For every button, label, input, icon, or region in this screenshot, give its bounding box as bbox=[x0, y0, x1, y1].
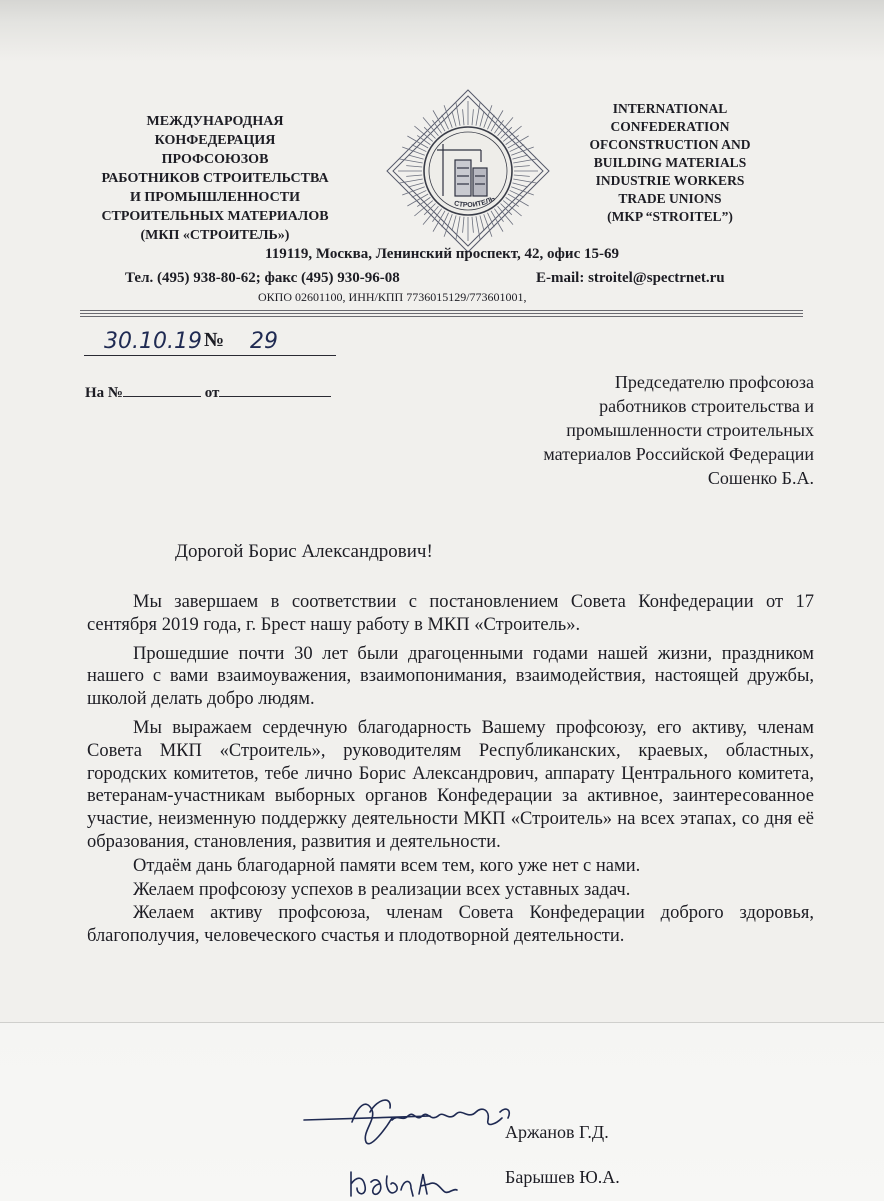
addressee-line: промышленности строительных bbox=[566, 420, 814, 440]
org-name-english bbox=[570, 100, 770, 226]
reply-number-blank bbox=[123, 382, 201, 397]
org-name-russian bbox=[60, 112, 370, 245]
body-paragraph: Мы выражаем сердечную благодарность Вашему профсоюзу, его активу, членам Совета МКП «Строитель», руководителям Республиканских, краевых, областных, городских комитетов, тебе лично Борис Александрович, аппарату Центрального комитета, ветеранам-участникам выборных органов Конфедерации за активное, заинтересованное участие, неизменную поддержку деятельности МКП «Строитель» на всех этапах, со дня её образования, становления, развития и деятельности. bbox=[87, 717, 814, 852]
reply-reference bbox=[85, 382, 331, 402]
number-sign: № bbox=[204, 329, 225, 351]
org-name-line: TRADE UNIONS bbox=[618, 191, 722, 206]
body-paragraph: Желаем профсоюзу успехов в реализации всех уставных задач. bbox=[133, 879, 631, 900]
addressee-line: Председателю профсоюза bbox=[614, 372, 814, 392]
org-name-line: СТРОИТЕЛЬНЫХ МАТЕРИАЛОВ bbox=[101, 209, 329, 224]
reply-number-label: На № bbox=[85, 385, 123, 401]
signature-arzhanov bbox=[300, 1088, 525, 1160]
addressee-block bbox=[394, 370, 814, 490]
addressee-line: Сошенко Б.А. bbox=[707, 468, 814, 488]
organization-emblem bbox=[385, 88, 551, 254]
org-name-line: BUILDING MATERIALS bbox=[593, 155, 747, 170]
postal-address: 119119, Москва, Ленинский проспект, 42, офис 15-69 bbox=[265, 246, 619, 262]
reply-date-label: от bbox=[204, 385, 220, 401]
emblem-label: СТРОИТЕЛЬ bbox=[453, 195, 497, 210]
registration-codes: ОКПО 02601100, ИНН/КПП 7736015129/773601001, bbox=[258, 290, 527, 304]
body-paragraph: Желаем активу профсоюза, членам Совета Конфедерации доброго здоровья, благополучия, человеческого счастья и плодотворной деятельности. bbox=[87, 903, 814, 947]
addressee-line: материалов Российской Федерации bbox=[543, 444, 814, 464]
org-name-line: КОНФЕДЕРАЦИЯ bbox=[154, 133, 276, 148]
org-name-line: OFCONSTRUCTION AND bbox=[589, 137, 751, 152]
reply-date-blank bbox=[219, 382, 331, 397]
org-name-line: МЕЖДУНАРОДНАЯ bbox=[146, 114, 284, 129]
org-name-line: CONFEDERATION bbox=[610, 119, 730, 134]
outgoing-number: 29 bbox=[250, 329, 278, 354]
addressee-line: работников строительства и bbox=[599, 396, 814, 416]
org-name-line: РАБОТНИКОВ СТРОИТЕЛЬСТВА bbox=[101, 171, 329, 186]
signature-baryshev bbox=[345, 1162, 465, 1200]
outgoing-date: 30.10.19 bbox=[104, 329, 202, 354]
greeting: Дорогой Борис Александрович! bbox=[175, 541, 433, 562]
org-name-line: И ПРОМЫШЛЕННОСТИ bbox=[130, 190, 300, 205]
scan-top-shadow bbox=[0, 0, 884, 62]
org-name-line: INTERNATIONAL bbox=[612, 101, 728, 116]
letter-body bbox=[87, 591, 814, 949]
signatory-name: Барышев Ю.А. bbox=[505, 1167, 620, 1187]
org-name-line: (MKP “STROITEL”) bbox=[607, 209, 733, 224]
body-paragraph: Отдаём дань благодарной памяти всем тем, кого уже нет с нами. bbox=[133, 855, 641, 876]
body-paragraph: Мы завершаем в соответствии с постановлением Совета Конфедерации от 17 сентября 2019 года, г. Брест нашу работу в МКП «Строитель». bbox=[87, 592, 814, 635]
org-name-line: (МКП «СТРОИТЕЛЬ») bbox=[140, 228, 290, 243]
email-address: E-mail: stroitel@spectrnet.ru bbox=[536, 270, 725, 286]
signatory-name: Аржанов Г.Д. bbox=[505, 1122, 609, 1142]
org-name-line: INDUSTRIE WORKERS bbox=[595, 173, 745, 188]
org-name-line: ПРОФСОЮЗОВ bbox=[161, 152, 269, 167]
header-divider bbox=[80, 310, 803, 320]
phone-fax: Тел. (495) 938-80-62; факс (495) 930-96-08 bbox=[125, 270, 400, 286]
body-paragraph: Прошедшие почти 30 лет были драгоценными годами нашей жизни, праздником нашего с вами взаимоуважения, взаимопонимания, взаимодействия, настоящей дружбы, школой делать добро людям. bbox=[87, 643, 814, 710]
